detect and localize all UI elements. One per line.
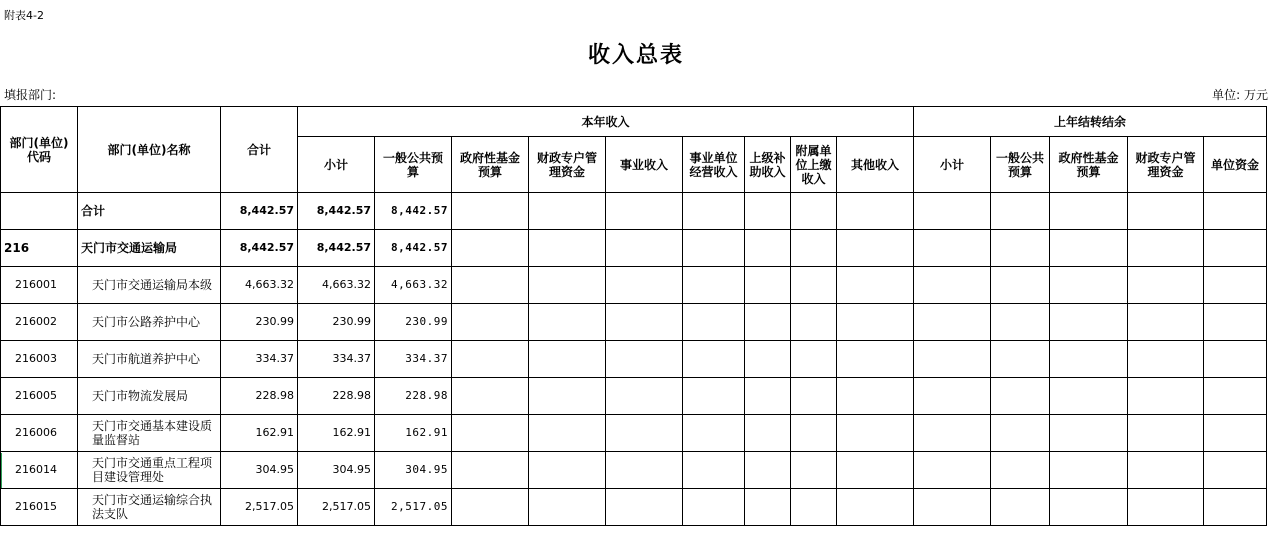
- col-header-total: 合计: [221, 107, 298, 193]
- cell-empty[interactable]: [1204, 304, 1267, 341]
- cell-total[interactable]: 8,442.57: [221, 230, 298, 267]
- cell-empty[interactable]: [452, 489, 529, 526]
- col-header-cy-operation: 事业单位经营收入: [683, 137, 745, 193]
- cell-empty[interactable]: [1128, 230, 1204, 267]
- cell-cy-subtotal[interactable]: 162.91: [298, 415, 375, 452]
- cell-empty[interactable]: [452, 193, 529, 230]
- cell-total[interactable]: 8,442.57: [221, 193, 298, 230]
- cell-empty[interactable]: [683, 304, 745, 341]
- cell-empty[interactable]: [1050, 193, 1128, 230]
- cell-empty[interactable]: [791, 378, 837, 415]
- cell-empty[interactable]: [1204, 452, 1267, 489]
- reporting-department-label: 填报部门:: [4, 88, 57, 102]
- cell-empty[interactable]: [991, 489, 1050, 526]
- cell-empty[interactable]: [606, 267, 683, 304]
- cell-empty[interactable]: [914, 304, 991, 341]
- cell-empty[interactable]: [791, 452, 837, 489]
- col-header-cy-gov-fund: 政府性基金预算: [452, 137, 529, 193]
- col-header-cy-subtotal: 小计: [298, 137, 375, 193]
- cell-empty[interactable]: [452, 304, 529, 341]
- cell-empty[interactable]: [791, 341, 837, 378]
- cell-name[interactable]: 天门市公路养护中心: [78, 304, 221, 341]
- cell-empty[interactable]: [914, 489, 991, 526]
- cell-empty[interactable]: [1204, 193, 1267, 230]
- cell-empty[interactable]: [1050, 452, 1128, 489]
- cell-cy-general-budget[interactable]: 230.99: [375, 304, 452, 341]
- cell-empty[interactable]: [791, 304, 837, 341]
- cell-empty[interactable]: [837, 304, 914, 341]
- table-row: [1, 452, 1267, 489]
- cell-cy-subtotal[interactable]: 4,663.32: [298, 267, 375, 304]
- cell-empty[interactable]: [837, 378, 914, 415]
- cell-empty[interactable]: [914, 378, 991, 415]
- cell-empty[interactable]: [683, 267, 745, 304]
- cell-empty[interactable]: [1128, 415, 1204, 452]
- cell-empty[interactable]: [991, 193, 1050, 230]
- cell-empty[interactable]: [452, 378, 529, 415]
- cell-empty[interactable]: [529, 378, 606, 415]
- cell-code[interactable]: 216001: [1, 267, 78, 304]
- cell-empty[interactable]: [837, 341, 914, 378]
- col-header-cy-business: 事业收入: [606, 137, 683, 193]
- cell-empty[interactable]: [529, 415, 606, 452]
- cell-empty[interactable]: [791, 267, 837, 304]
- cell-empty[interactable]: [606, 304, 683, 341]
- sheet-reference: 附表4-2: [4, 9, 44, 22]
- table-row: [1, 415, 1267, 452]
- cell-empty[interactable]: [991, 378, 1050, 415]
- cell-empty[interactable]: [529, 452, 606, 489]
- cell-empty[interactable]: [1204, 489, 1267, 526]
- cell-empty[interactable]: [1050, 415, 1128, 452]
- cell-empty[interactable]: [683, 230, 745, 267]
- cell-empty[interactable]: [1050, 341, 1128, 378]
- page-title: 收入总表: [587, 43, 684, 68]
- cell-total[interactable]: 4,663.32: [221, 267, 298, 304]
- cell-empty[interactable]: [452, 452, 529, 489]
- cell-empty[interactable]: [683, 452, 745, 489]
- cell-empty[interactable]: [683, 489, 745, 526]
- cell-empty[interactable]: [1128, 304, 1204, 341]
- cell-empty[interactable]: [529, 304, 606, 341]
- cell-total[interactable]: 230.99: [221, 304, 298, 341]
- cell-code[interactable]: 216015: [1, 489, 78, 526]
- cell-empty[interactable]: [606, 193, 683, 230]
- cell-empty[interactable]: [791, 193, 837, 230]
- cell-empty[interactable]: [606, 489, 683, 526]
- cell-empty[interactable]: [791, 230, 837, 267]
- cell-empty[interactable]: [529, 267, 606, 304]
- cell-empty[interactable]: [745, 193, 791, 230]
- unit-label: 单位: 万元: [1212, 88, 1268, 102]
- cell-cy-subtotal[interactable]: 8,442.57: [298, 230, 375, 267]
- cell-name[interactable]: 合计: [78, 193, 221, 230]
- cell-cy-general-budget[interactable]: 4,663.32: [375, 267, 452, 304]
- cell-empty[interactable]: [991, 452, 1050, 489]
- cell-empty[interactable]: [1204, 378, 1267, 415]
- cell-empty[interactable]: [606, 452, 683, 489]
- cell-cy-subtotal[interactable]: 334.37: [298, 341, 375, 378]
- cell-total[interactable]: 334.37: [221, 341, 298, 378]
- cell-code[interactable]: 216014: [1, 452, 78, 489]
- cell-empty[interactable]: [1204, 415, 1267, 452]
- cell-empty[interactable]: [1050, 267, 1128, 304]
- cell-empty[interactable]: [1128, 341, 1204, 378]
- cell-cy-general-budget[interactable]: 8,442.57: [375, 193, 452, 230]
- col-header-cy-subsidy: 上级补助收入: [745, 137, 791, 193]
- table-row: [1, 341, 1267, 378]
- cell-name[interactable]: 天门市物流发展局: [78, 378, 221, 415]
- cell-cy-general-budget[interactable]: 162.91: [375, 415, 452, 452]
- cell-empty[interactable]: [529, 193, 606, 230]
- cell-cy-general-budget[interactable]: 304.95: [375, 452, 452, 489]
- cell-empty[interactable]: [745, 452, 791, 489]
- cell-empty[interactable]: [991, 415, 1050, 452]
- cell-empty[interactable]: [529, 489, 606, 526]
- cell-name[interactable]: 天门市交通运输综合执法支队: [78, 489, 221, 526]
- cell-cy-subtotal[interactable]: 8,442.57: [298, 193, 375, 230]
- cell-empty[interactable]: [1050, 304, 1128, 341]
- cell-empty[interactable]: [914, 193, 991, 230]
- cell-empty[interactable]: [914, 267, 991, 304]
- cell-empty[interactable]: [683, 341, 745, 378]
- cell-empty[interactable]: [606, 415, 683, 452]
- cell-cy-general-budget[interactable]: 8,442.57: [375, 230, 452, 267]
- cell-name[interactable]: 天门市交通基本建设质量监督站: [78, 415, 221, 452]
- cell-empty[interactable]: [837, 267, 914, 304]
- cell-name[interactable]: 天门市交通运输局: [78, 230, 221, 267]
- cell-empty[interactable]: [683, 415, 745, 452]
- col-header-cy-fiscal-special: 财政专户管理资金: [529, 137, 606, 193]
- cell-empty[interactable]: [1204, 230, 1267, 267]
- cell-code[interactable]: [1, 193, 78, 230]
- cell-total[interactable]: 2,517.05: [221, 489, 298, 526]
- cell-empty[interactable]: [837, 489, 914, 526]
- cell-empty[interactable]: [914, 415, 991, 452]
- cell-empty[interactable]: [991, 341, 1050, 378]
- col-header-py-gov-fund: 政府性基金预算: [1050, 137, 1128, 193]
- cell-empty[interactable]: [837, 193, 914, 230]
- col-header-cy-affiliated: 附属单位上缴收入: [791, 137, 837, 193]
- cell-empty[interactable]: [837, 415, 914, 452]
- cell-empty[interactable]: [452, 415, 529, 452]
- cell-cy-general-budget[interactable]: 228.98: [375, 378, 452, 415]
- cell-empty[interactable]: [606, 341, 683, 378]
- cell-total[interactable]: 162.91: [221, 415, 298, 452]
- cell-empty[interactable]: [1128, 452, 1204, 489]
- cell-empty[interactable]: [1128, 267, 1204, 304]
- cell-empty[interactable]: [452, 341, 529, 378]
- table-row: [1, 193, 1267, 230]
- cell-cy-subtotal[interactable]: 2,517.05: [298, 489, 375, 526]
- cell-empty[interactable]: [1128, 489, 1204, 526]
- cell-empty[interactable]: [914, 452, 991, 489]
- cell-empty[interactable]: [1050, 489, 1128, 526]
- cell-empty[interactable]: [1050, 378, 1128, 415]
- col-header-cy-other: 其他收入: [837, 137, 914, 193]
- col-header-code: 部门(单位)代码: [1, 107, 78, 193]
- cell-code[interactable]: 216006: [1, 415, 78, 452]
- cell-name[interactable]: 天门市交通重点工程项目建设管理处: [78, 452, 221, 489]
- col-header-py-general-budget: 一般公共预算: [991, 137, 1050, 193]
- col-header-py-subtotal: 小计: [914, 137, 991, 193]
- cell-cy-general-budget[interactable]: 2,517.05: [375, 489, 452, 526]
- cell-empty[interactable]: [991, 267, 1050, 304]
- cell-empty[interactable]: [606, 230, 683, 267]
- cell-empty[interactable]: [914, 230, 991, 267]
- cell-empty[interactable]: [1050, 230, 1128, 267]
- table-row: [1, 378, 1267, 415]
- cell-empty[interactable]: [683, 378, 745, 415]
- cell-empty[interactable]: [745, 304, 791, 341]
- col-header-name: 部门(单位)名称: [78, 107, 221, 193]
- col-group-current-year: 本年收入: [298, 107, 914, 137]
- cell-empty[interactable]: [837, 230, 914, 267]
- cell-name[interactable]: 天门市航道养护中心: [78, 341, 221, 378]
- table-row: [1, 304, 1267, 341]
- cell-empty[interactable]: [1204, 341, 1267, 378]
- cell-code[interactable]: 216: [1, 230, 78, 267]
- cell-empty[interactable]: [991, 230, 1050, 267]
- col-header-py-fiscal-special: 财政专户管理资金: [1128, 137, 1204, 193]
- cell-empty[interactable]: [745, 341, 791, 378]
- cell-empty[interactable]: [529, 341, 606, 378]
- cell-empty[interactable]: [745, 267, 791, 304]
- cell-total[interactable]: 304.95: [221, 452, 298, 489]
- cell-code[interactable]: 216002: [1, 304, 78, 341]
- cell-empty[interactable]: [529, 230, 606, 267]
- cell-empty[interactable]: [745, 415, 791, 452]
- cell-cy-subtotal[interactable]: 304.95: [298, 452, 375, 489]
- cell-cy-subtotal[interactable]: 228.98: [298, 378, 375, 415]
- cell-empty[interactable]: [745, 489, 791, 526]
- cell-empty[interactable]: [683, 193, 745, 230]
- cell-empty[interactable]: [452, 267, 529, 304]
- cell-empty[interactable]: [791, 489, 837, 526]
- cell-empty[interactable]: [745, 378, 791, 415]
- cell-empty[interactable]: [837, 452, 914, 489]
- cell-empty[interactable]: [1128, 378, 1204, 415]
- cell-code[interactable]: 216005: [1, 378, 78, 415]
- cell-empty[interactable]: [991, 304, 1050, 341]
- col-header-cy-general-budget: 一般公共预算: [375, 137, 452, 193]
- cell-name[interactable]: 天门市交通运输局本级: [78, 267, 221, 304]
- cell-cy-subtotal[interactable]: 230.99: [298, 304, 375, 341]
- cell-total[interactable]: 228.98: [221, 378, 298, 415]
- cell-empty[interactable]: [1128, 193, 1204, 230]
- table-row: [1, 267, 1267, 304]
- cell-cy-general-budget[interactable]: 334.37: [375, 341, 452, 378]
- cell-empty[interactable]: [1204, 267, 1267, 304]
- col-group-prior-year: 上年结转结余: [914, 107, 1267, 137]
- cell-code[interactable]: 216003: [1, 341, 78, 378]
- table-row: [1, 489, 1267, 526]
- cell-empty[interactable]: [791, 415, 837, 452]
- cell-empty[interactable]: [452, 230, 529, 267]
- cell-empty[interactable]: [745, 230, 791, 267]
- cell-empty[interactable]: [606, 378, 683, 415]
- income-summary-table: [0, 106, 1267, 526]
- cell-empty[interactable]: [914, 341, 991, 378]
- col-header-py-unit-fund: 单位资金: [1204, 137, 1267, 193]
- table-row: [1, 230, 1267, 267]
